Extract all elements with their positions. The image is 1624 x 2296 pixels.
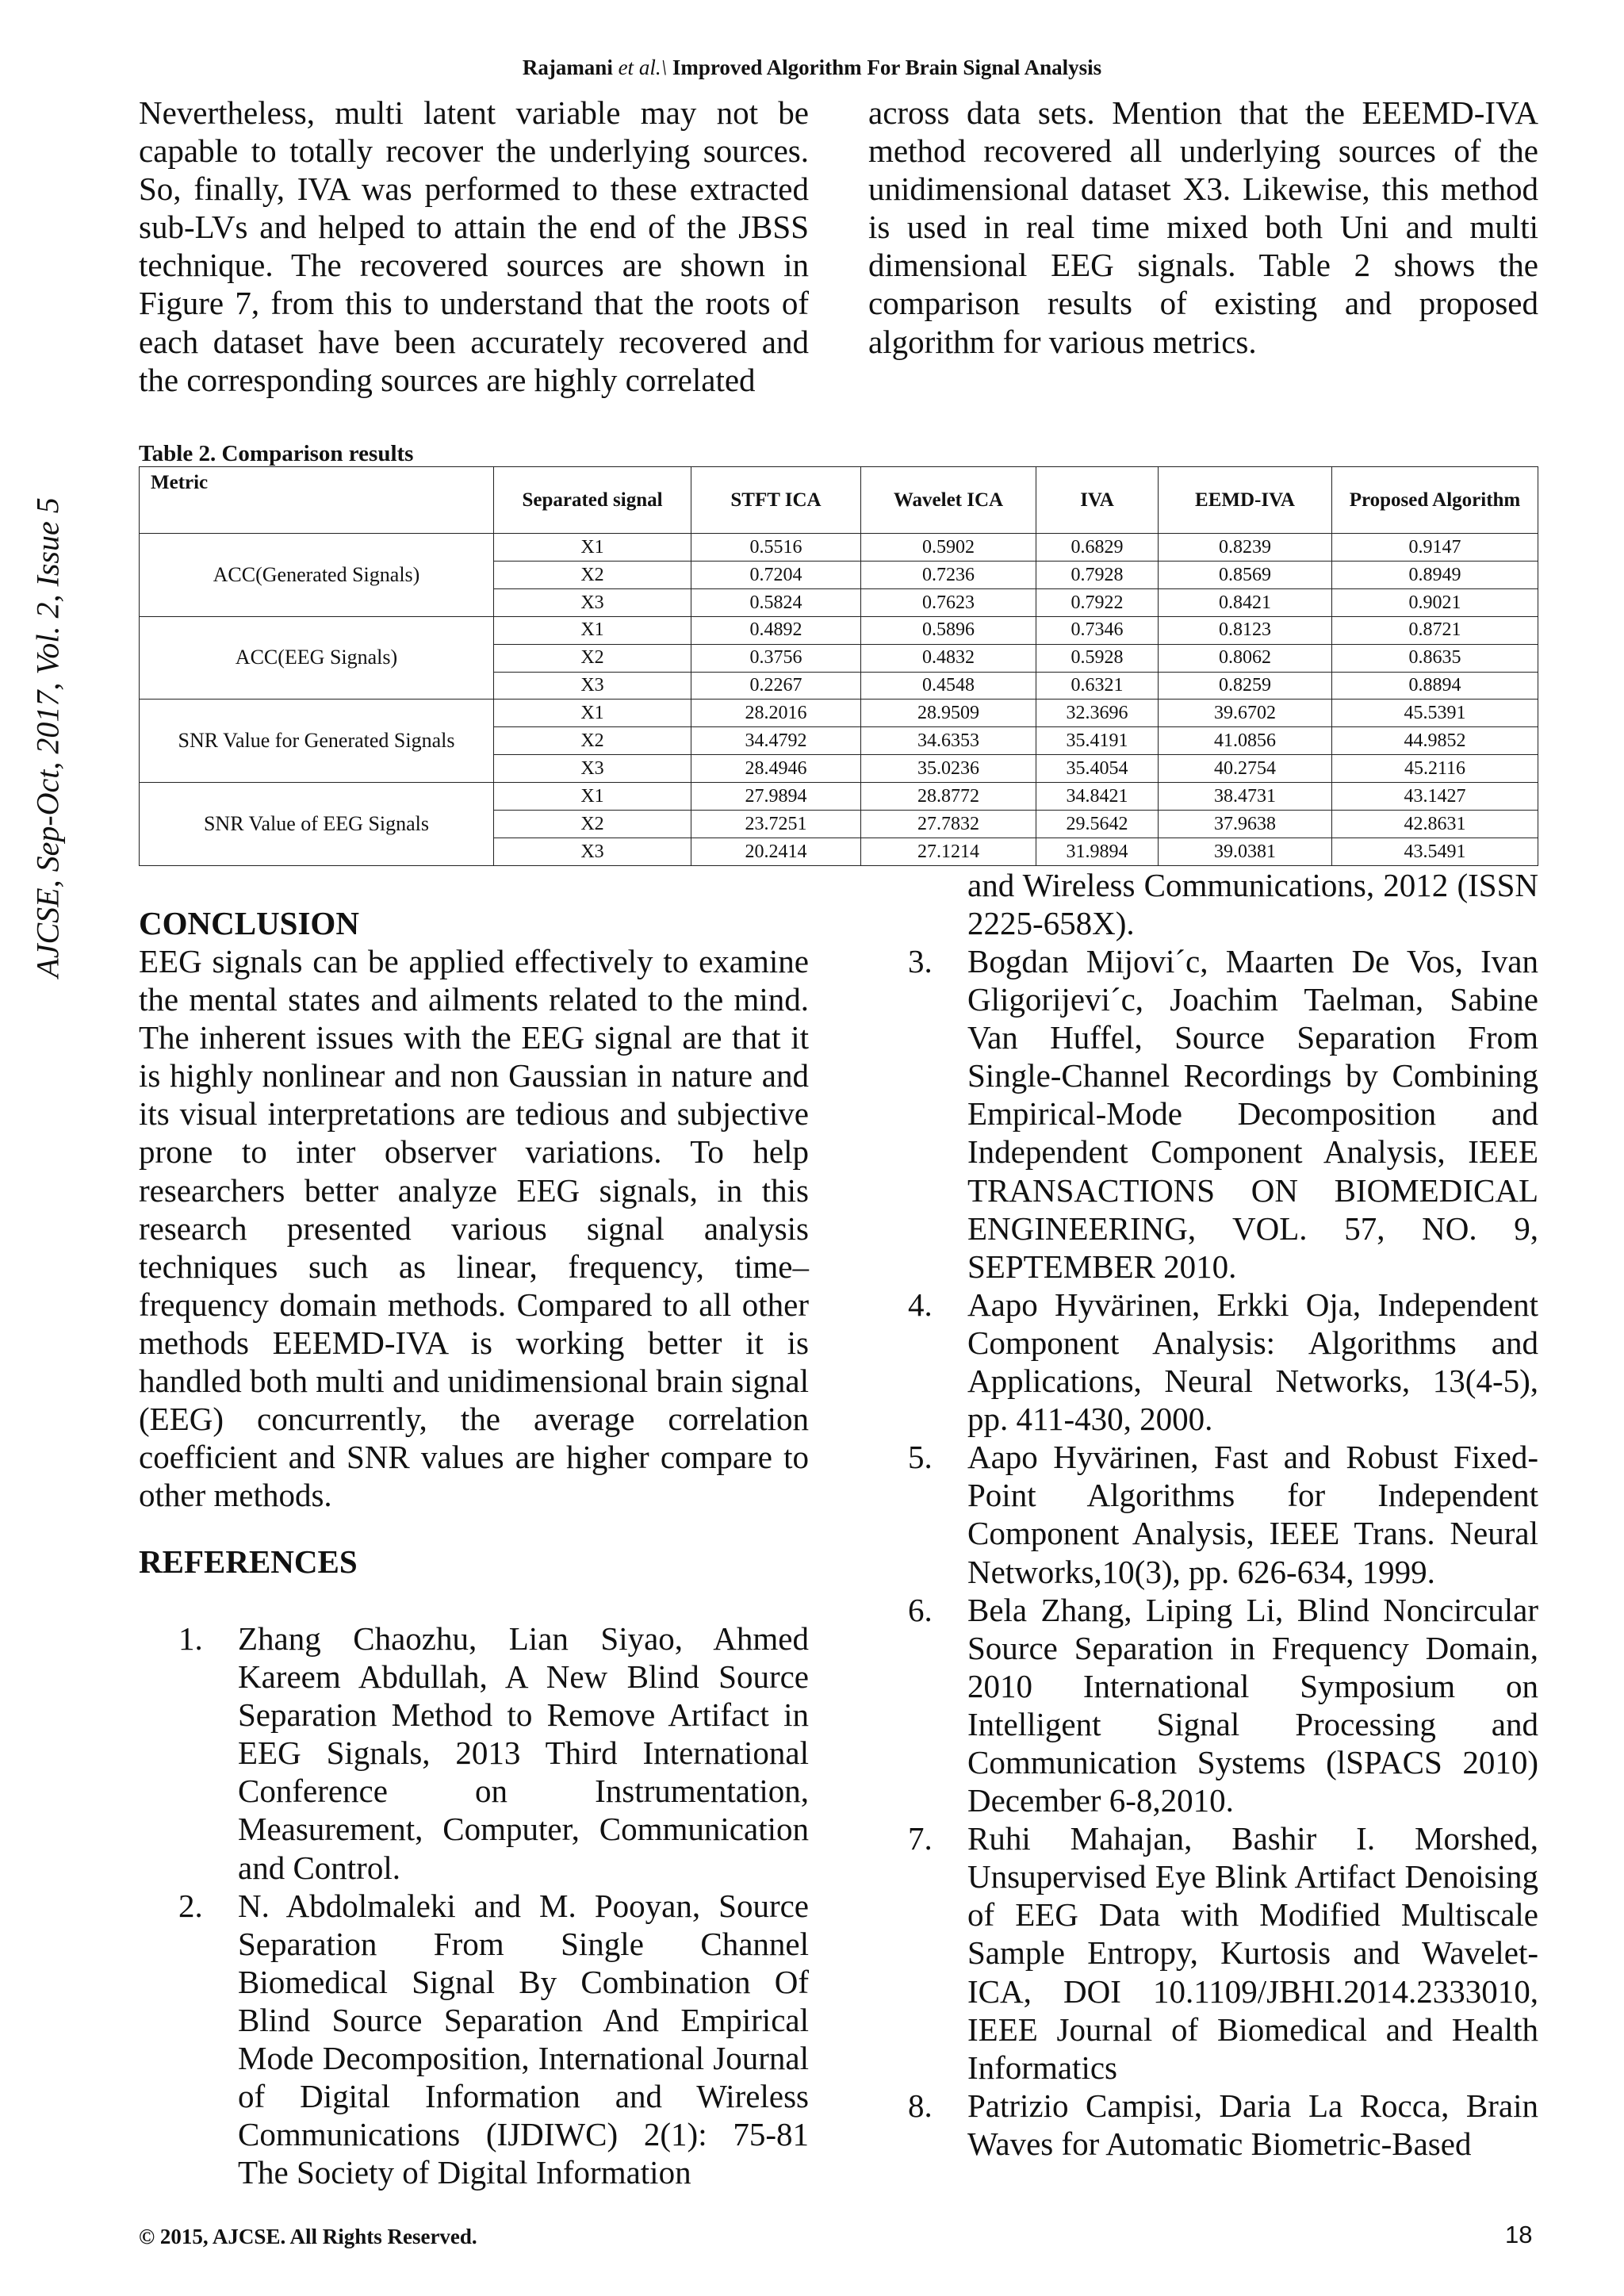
reference-item: [868, 942, 1538, 1286]
reference-item: [868, 1819, 1538, 2087]
signal-cell: X1: [494, 700, 691, 727]
journal-sidebar: [16, 497, 79, 978]
value-cell: 39.6702: [1159, 700, 1332, 727]
value-cell: 28.9509: [861, 700, 1036, 727]
reference-item: [139, 1619, 809, 1887]
value-cell: 38.4731: [1159, 783, 1332, 811]
value-cell: 23.7251: [691, 811, 861, 838]
table-caption: Table 2. Comparison results: [139, 441, 414, 466]
table-row: [140, 783, 1538, 811]
reference-text: N. Abdolmaleki and M. Pooyan, Source Separation From Single Channel Biomedical Signal By Combination Of Blind Source Separation And Empirical Mode Decomposition, International Journal of Digital Information and Wireless Communications (IJDIWC) 2(1): 75-81 The Society of Digital Information: [238, 1887, 809, 2191]
reference-number: 8.: [908, 2087, 933, 2124]
header-etal: et al.\: [618, 56, 668, 79]
comparison-table: [139, 466, 1538, 866]
page-number: 18: [1505, 2221, 1533, 2248]
table-row: [140, 534, 1538, 562]
value-cell: 0.4892: [691, 616, 861, 644]
signal-cell: X3: [494, 755, 691, 783]
header-iva: IVA: [1036, 467, 1159, 534]
value-cell: 34.4792: [691, 727, 861, 755]
reference-text: Patrizio Campisi, Daria La Rocca, Brain Waves for Automatic Biometric-Based: [967, 2087, 1538, 2162]
value-cell: 0.8569: [1159, 561, 1332, 588]
value-cell: 0.8259: [1159, 672, 1332, 700]
value-cell: 0.2267: [691, 672, 861, 700]
signal-cell: X2: [494, 811, 691, 838]
reference-text: Bela Zhang, Liping Li, Blind Noncircular Source Separation in Frequency Domain, 2010 International Symposium on Intelligent Signal Processing and Communication Systems (lSPACS 2010) December 6-8,2010.: [967, 1591, 1538, 1819]
value-cell: 0.9147: [1332, 534, 1538, 562]
value-cell: 0.6829: [1036, 534, 1159, 562]
value-cell: 45.5391: [1332, 700, 1538, 727]
conclusion-paragraph: [139, 942, 809, 1514]
value-cell: 40.2754: [1159, 755, 1332, 783]
value-cell: 44.9852: [1332, 727, 1538, 755]
value-cell: 0.8949: [1332, 561, 1538, 588]
reference-item: [868, 1591, 1538, 1820]
signal-cell: X1: [494, 534, 691, 562]
intro-right-text: across data sets. Mention that the EEEMD-IVA method recovered all underlying sources of the unidimensional dataset X3. Likewise, this method is used in real time mixed both Uni and multi dimensional EEG signals. Table 2 shows the comparison results of existing and proposed algorithm for various metrics.: [868, 94, 1538, 360]
header-eemd-iva: EEMD-IVA: [1159, 467, 1332, 534]
header-author: Rajamani: [522, 56, 613, 79]
references-heading: REFERENCES: [139, 1543, 358, 1580]
value-cell: 42.8631: [1332, 811, 1538, 838]
header-wavelet-ica: Wavelet ICA: [861, 467, 1036, 534]
value-cell: 28.8772: [861, 783, 1036, 811]
intro-left-text: Nevertheless, multi latent variable may not be capable to totally recover the underlying sources. So, finally, IVA was performed to these extracted sub-LVs and helped to attain the end of the JBSS technique. The recovered sources are shown in Figure 7, from this to understand that the roots of each dataset have been accurately recovered and the corresponding sources are highly correlated: [139, 94, 809, 398]
signal-cell: X1: [494, 783, 691, 811]
value-cell: 0.5824: [691, 588, 861, 616]
value-cell: 27.9894: [691, 783, 861, 811]
value-cell: 0.7236: [861, 561, 1036, 588]
value-cell: 28.2016: [691, 700, 861, 727]
value-cell: 0.8635: [1332, 644, 1538, 672]
metric-group-label: SNR Value of EEG Signals: [140, 783, 494, 866]
metric-group-label: ACC(Generated Signals): [140, 534, 494, 617]
value-cell: 29.5642: [1036, 811, 1159, 838]
value-cell: 0.7928: [1036, 561, 1159, 588]
conclusion-heading: CONCLUSION: [139, 905, 359, 941]
value-cell: 27.1214: [861, 838, 1036, 865]
reference-item: [868, 2087, 1538, 2163]
value-cell: 0.8894: [1332, 672, 1538, 700]
value-cell: 0.8721: [1332, 616, 1538, 644]
value-cell: 35.4191: [1036, 727, 1159, 755]
value-cell: 45.2116: [1332, 755, 1538, 783]
value-cell: 39.0381: [1159, 838, 1332, 865]
value-cell: 0.5896: [861, 616, 1036, 644]
intro-right-paragraph: [868, 94, 1538, 361]
signal-cell: X2: [494, 561, 691, 588]
header-separated-signal: Separated signal: [494, 467, 691, 534]
reference-continuation: [967, 866, 1538, 942]
value-cell: 43.5491: [1332, 838, 1538, 865]
reference-item: [868, 1438, 1538, 1590]
value-cell: 37.9638: [1159, 811, 1332, 838]
reference-number: 6.: [908, 1591, 933, 1628]
reference-number: 5.: [908, 1439, 933, 1476]
reference-number: 7.: [908, 1820, 933, 1857]
reference-text: Bogdan Mijovi´c, Maarten De Vos, Ivan Gligorijevi´c, Joachim Taelman, Sabine Van Huffel, Source Separation From Single-Channel Recordings by Combining Empirical-Mode Decomposition and Independent Component Analysis, IEEE TRANSACTIONS ON BIOMEDICAL ENGINEERING, VOL. 57, NO. 9, SEPTEMBER 2010.: [967, 943, 1538, 1285]
reference-number: 1.: [178, 1620, 203, 1657]
references-left-list: [139, 1619, 809, 2191]
reference-item: [139, 1887, 809, 2192]
metric-header: Metric: [140, 467, 494, 534]
table-row: [140, 700, 1538, 727]
value-cell: 0.5902: [861, 534, 1036, 562]
table-row: [140, 616, 1538, 644]
value-cell: 0.4548: [861, 672, 1036, 700]
reference-number: 4.: [908, 1286, 933, 1323]
value-cell: 0.7204: [691, 561, 861, 588]
running-header: [0, 56, 1624, 80]
value-cell: 34.6353: [861, 727, 1036, 755]
header-stft-ica: STFT ICA: [691, 467, 861, 534]
value-cell: 27.7832: [861, 811, 1036, 838]
table-header-row: [140, 467, 1538, 534]
signal-cell: X3: [494, 672, 691, 700]
value-cell: 0.8062: [1159, 644, 1332, 672]
references-right-list: [868, 942, 1538, 2163]
value-cell: 41.0856: [1159, 727, 1332, 755]
signal-cell: X2: [494, 644, 691, 672]
value-cell: 32.3696: [1036, 700, 1159, 727]
reference-number: 2.: [178, 1887, 203, 1924]
signal-cell: X3: [494, 838, 691, 865]
signal-cell: X3: [494, 588, 691, 616]
value-cell: 31.9894: [1036, 838, 1159, 865]
value-cell: 35.0236: [861, 755, 1036, 783]
value-cell: 0.7922: [1036, 588, 1159, 616]
header-proposed-algorithm: Proposed Algorithm: [1332, 467, 1538, 534]
reference-text: Ruhi Mahajan, Bashir I. Morshed, Unsupervised Eye Blink Artifact Denoising of EEG Data with Modified Multiscale Sample Entropy, Kurtosis and Wavelet-ICA, DOI 10.1109/JBHI.2014.2333010, IEEE Journal of Biomedical and Health Informatics: [967, 1820, 1538, 2086]
value-cell: 43.1427: [1332, 783, 1538, 811]
signal-cell: X2: [494, 727, 691, 755]
reference-item: [868, 1286, 1538, 1438]
metric-group-label: ACC(EEG Signals): [140, 616, 494, 700]
reference-text: Aapo Hyvärinen, Erkki Oja, Independent Component Analysis: Algorithms and Applications, Neural Networks, 13(4-5), pp. 411-430, 2000.: [967, 1286, 1538, 1438]
sidebar-text: AJCSE, Sep-Oct, 2017, Vol. 2, Issue 5: [29, 497, 66, 978]
value-cell: 0.4832: [861, 644, 1036, 672]
value-cell: 28.4946: [691, 755, 861, 783]
value-cell: 0.8421: [1159, 588, 1332, 616]
value-cell: 0.7346: [1036, 616, 1159, 644]
value-cell: 0.8239: [1159, 534, 1332, 562]
header-title: Improved Algorithm For Brain Signal Analysis: [672, 56, 1102, 79]
metric-group-label: SNR Value for Generated Signals: [140, 700, 494, 783]
comparison-table-body: [140, 467, 1538, 866]
reference-text: Zhang Chaozhu, Lian Siyao, Ahmed Kareem Abdullah, A New Blind Source Separation Method to Remove Artifact in EEG Signals, 2013 Third International Conference on Instrumentation, Measurement, Computer, Communication and Control.: [238, 1620, 809, 1886]
value-cell: 35.4054: [1036, 755, 1159, 783]
value-cell: 0.7623: [861, 588, 1036, 616]
intro-left-paragraph: [139, 94, 809, 399]
footer-copyright: © 2015, AJCSE. All Rights Reserved.: [139, 2225, 477, 2248]
value-cell: 34.8421: [1036, 783, 1159, 811]
reference-continuation-text: and Wireless Communications, 2012 (ISSN 2225-658X).: [967, 867, 1538, 942]
value-cell: 0.3756: [691, 644, 861, 672]
value-cell: 0.9021: [1332, 588, 1538, 616]
signal-cell: X1: [494, 616, 691, 644]
value-cell: 0.6321: [1036, 672, 1159, 700]
reference-text: Aapo Hyvärinen, Fast and Robust Fixed-Point Algorithms for Independent Component Analysis, IEEE Trans. Neural Networks,10(3), pp. 626-634, 1999.: [967, 1439, 1538, 1590]
value-cell: 0.8123: [1159, 616, 1332, 644]
value-cell: 20.2414: [691, 838, 861, 865]
conclusion-text: EEG signals can be applied effectively to examine the mental states and ailments related to the mind. The inherent issues with the EEG signal are that it is highly nonlinear and non Gaussian in nature and its visual interpretations are tedious and subjective prone to inter observer variations. To help researchers better analyze EEG signals, in this research presented various signal analysis techniques such as linear, frequency, time–frequency domain methods. Compared to all other methods EEEMD-IVA is working better it is handled both multi and unidimensional brain signal (EEG) concurrently, the average correlation coefficient and SNR values are higher compare to other methods.: [139, 943, 809, 1514]
value-cell: 0.5516: [691, 534, 861, 562]
value-cell: 0.5928: [1036, 644, 1159, 672]
reference-number: 3.: [908, 943, 933, 979]
